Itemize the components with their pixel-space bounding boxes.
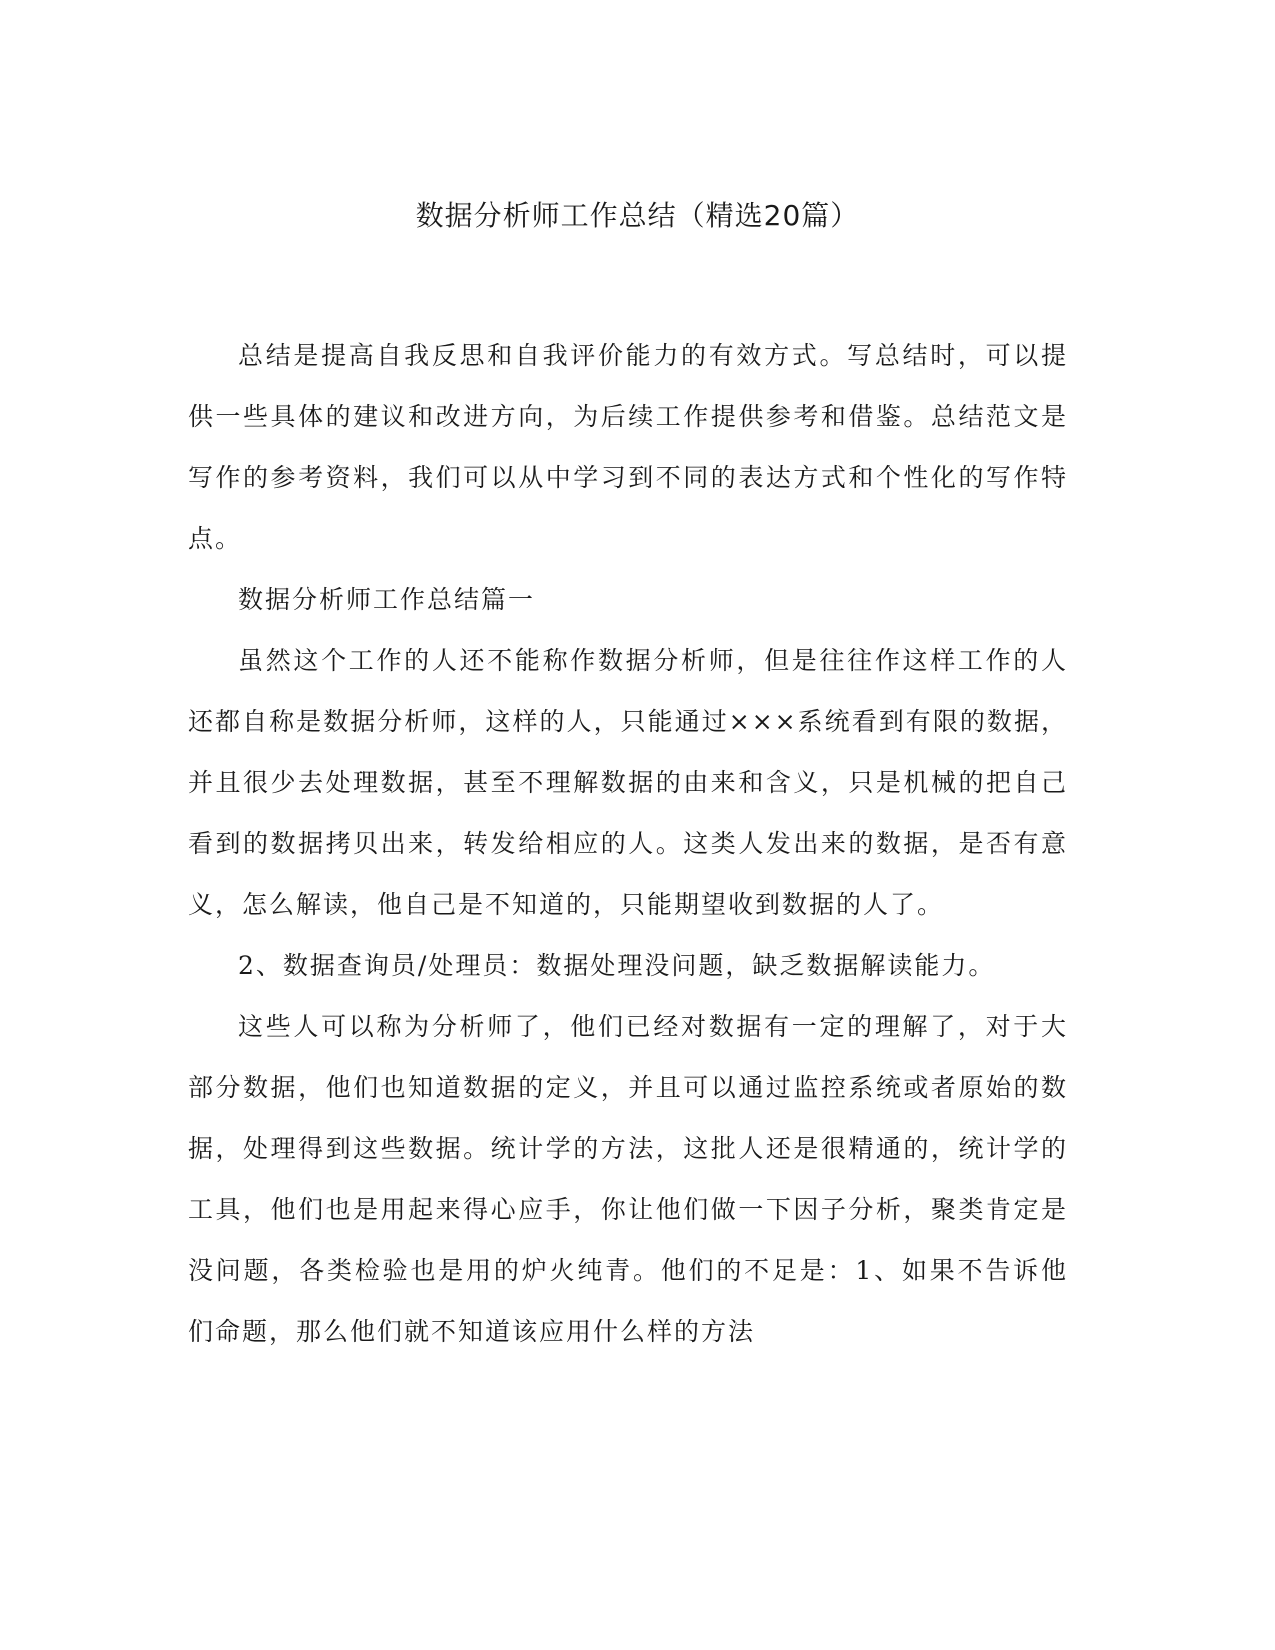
paragraph: 这些人可以称为分析师了，他们已经对数据有一定的理解了，对于大部分数据，他们也知道数据的定义，并且可以通过监控系统或者原始的数据，处理得到这些数据。统计学的方法，这批人还是很精通的，统计学的工具，他们也是用起来得心应手，你让他们做一下因子分析，聚类肯定是没问题，各类检验也是用的炉火纯青。他们的不足是：1、如果不告诉他们命题，那么他们就不知道该应用什么样的方法 (188, 1012, 1068, 1346)
section-heading: 数据分析师工作总结篇一 (238, 585, 536, 614)
paragraph: 虽然这个工作的人还不能称作数据分析师，但是往往作这样工作的人还都自称是数据分析师，这样的人，只能通过×××系统看到有限的数据，并且很少去处理数据，甚至不理解数据的由来和含义，只是机械的把自己看到的数据拷贝出来，转发给相应的人。这类人发出来的数据，是否有意义，怎么解读，他自己是不知道的，只能期望收到数据的人了。 (188, 646, 1068, 919)
paragraph-intro: 总结是提高自我反思和自我评价能力的有效方式。写总结时，可以提供一些具体的建议和改进方向，为后续工作提供参考和借鉴。总结范文是写作的参考资料，我们可以从中学习到不同的表达方式和个性化的写作特点。 (188, 341, 1068, 553)
document-title: 数据分析师工作总结（精选20篇） (415, 199, 860, 232)
paragraph: 2、数据查询员/处理员：数据处理没问题，缺乏数据解读能力。 (238, 951, 996, 980)
document-body (188, 325, 1068, 1362)
